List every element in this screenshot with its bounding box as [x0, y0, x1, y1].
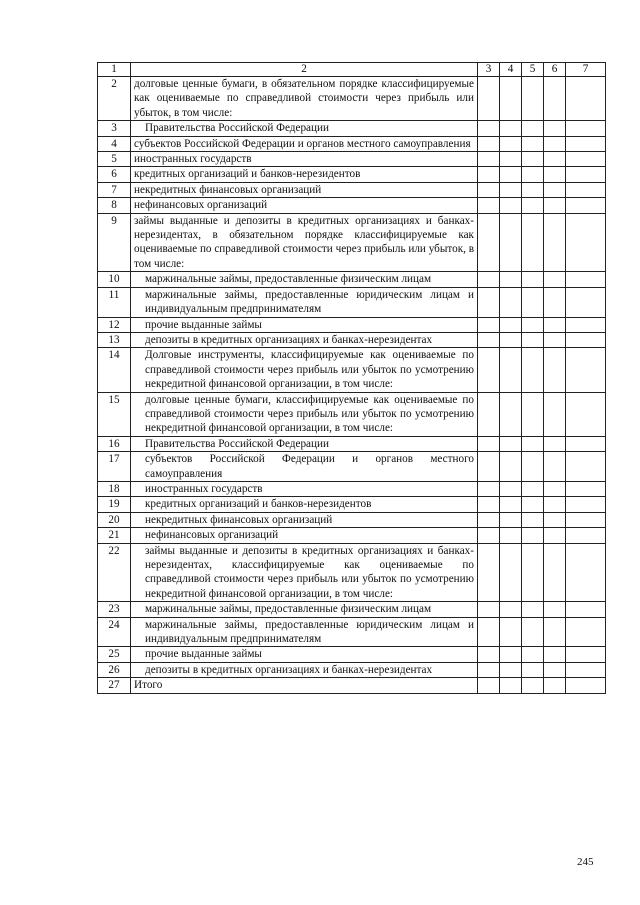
value-cell — [544, 662, 566, 677]
value-cell — [500, 617, 522, 647]
value-cell — [566, 182, 606, 197]
column-header: 5 — [522, 63, 544, 77]
table-row — [98, 198, 606, 213]
value-cell — [544, 617, 566, 647]
row-description: прочие выданные займы — [131, 317, 478, 332]
row-description: маржинальные займы, предоставленные юридическим лицам и индивидуальным предпринимателям — [131, 287, 478, 317]
value-cell — [566, 392, 606, 436]
value-cell — [522, 617, 544, 647]
value-cell — [522, 497, 544, 512]
value-cell — [522, 121, 544, 136]
table-row — [98, 617, 606, 647]
row-description: долговые ценные бумаги, классифицируемые как оцениваемые по справедливой стоимости через прибыль или убыток по усмотрению некредитной финансовой организации, в том числе: — [131, 392, 478, 436]
value-cell — [500, 543, 522, 602]
value-cell — [544, 167, 566, 182]
value-cell — [522, 481, 544, 496]
value-cell — [478, 678, 500, 693]
value-cell — [522, 678, 544, 693]
value-cell — [478, 452, 500, 482]
value-cell — [478, 121, 500, 136]
value-cell — [522, 317, 544, 332]
row-number: 2 — [98, 77, 131, 121]
value-cell — [522, 272, 544, 287]
row-description: Долговые инструменты, классифицируемые как оцениваемые по справедливой стоимости через прибыль или убыток по усмотрению некредитной финансовой организации, в том числе: — [131, 348, 478, 392]
row-number: 5 — [98, 152, 131, 167]
table-row — [98, 528, 606, 543]
value-cell — [522, 136, 544, 151]
value-cell — [544, 198, 566, 213]
value-cell — [500, 213, 522, 272]
row-number: 22 — [98, 543, 131, 602]
value-cell — [566, 136, 606, 151]
value-cell — [566, 121, 606, 136]
value-cell — [478, 436, 500, 451]
report-table — [97, 62, 606, 694]
value-cell — [500, 392, 522, 436]
value-cell — [500, 136, 522, 151]
value-cell — [522, 452, 544, 482]
row-number: 23 — [98, 602, 131, 617]
row-description: иностранных государств — [131, 152, 478, 167]
value-cell — [566, 317, 606, 332]
value-cell — [566, 272, 606, 287]
value-cell — [500, 497, 522, 512]
value-cell — [544, 348, 566, 392]
value-cell — [522, 348, 544, 392]
table-row — [98, 452, 606, 482]
value-cell — [500, 198, 522, 213]
value-cell — [500, 348, 522, 392]
value-cell — [500, 182, 522, 197]
row-number: 17 — [98, 452, 131, 482]
value-cell — [566, 602, 606, 617]
value-cell — [544, 272, 566, 287]
row-number: 13 — [98, 332, 131, 347]
value-cell — [544, 436, 566, 451]
value-cell — [522, 198, 544, 213]
table-row — [98, 678, 606, 693]
value-cell — [566, 452, 606, 482]
table-row — [98, 317, 606, 332]
value-cell — [500, 167, 522, 182]
table-row — [98, 182, 606, 197]
column-header: 7 — [566, 63, 606, 77]
value-cell — [478, 152, 500, 167]
row-description: некредитных финансовых организаций — [131, 182, 478, 197]
row-description: маржинальные займы, предоставленные физическим лицам — [131, 272, 478, 287]
column-header: 2 — [131, 63, 478, 77]
value-cell — [544, 77, 566, 121]
value-cell — [522, 662, 544, 677]
value-cell — [478, 317, 500, 332]
value-cell — [500, 647, 522, 662]
value-cell — [566, 497, 606, 512]
value-cell — [500, 452, 522, 482]
row-description: субъектов Российской Федерации и органов местного самоуправления — [131, 136, 478, 151]
value-cell — [500, 602, 522, 617]
value-cell — [478, 647, 500, 662]
value-cell — [478, 662, 500, 677]
table-header-row — [98, 63, 606, 77]
value-cell — [566, 543, 606, 602]
row-description: депозиты в кредитных организациях и банках-нерезидентах — [131, 662, 478, 677]
value-cell — [544, 647, 566, 662]
row-number: 24 — [98, 617, 131, 647]
value-cell — [500, 332, 522, 347]
value-cell — [500, 272, 522, 287]
value-cell — [566, 287, 606, 317]
row-number: 9 — [98, 213, 131, 272]
value-cell — [478, 136, 500, 151]
row-number: 12 — [98, 317, 131, 332]
value-cell — [544, 497, 566, 512]
column-header: 4 — [500, 63, 522, 77]
row-number: 3 — [98, 121, 131, 136]
table-row — [98, 136, 606, 151]
value-cell — [478, 213, 500, 272]
value-cell — [566, 512, 606, 527]
row-number: 15 — [98, 392, 131, 436]
value-cell — [566, 332, 606, 347]
value-cell — [478, 543, 500, 602]
row-description: прочие выданные займы — [131, 647, 478, 662]
row-number: 18 — [98, 481, 131, 496]
value-cell — [500, 317, 522, 332]
table-row — [98, 647, 606, 662]
row-description: кредитных организаций и банков-нерезидентов — [131, 497, 478, 512]
table-row — [98, 213, 606, 272]
column-header: 6 — [544, 63, 566, 77]
value-cell — [544, 152, 566, 167]
value-cell — [566, 617, 606, 647]
table-row — [98, 77, 606, 121]
row-description: Правительства Российской Федерации — [131, 436, 478, 451]
row-number: 19 — [98, 497, 131, 512]
row-description: займы выданные и депозиты в кредитных организациях и банках-нерезидентах, в обязательном порядке классифицируемые как оцениваемые по справедливой стоимости через прибыль или убыток, в том числе: — [131, 213, 478, 272]
value-cell — [478, 481, 500, 496]
row-number: 16 — [98, 436, 131, 451]
value-cell — [500, 528, 522, 543]
table-row — [98, 543, 606, 602]
value-cell — [544, 317, 566, 332]
value-cell — [522, 287, 544, 317]
row-description: маржинальные займы, предоставленные юридическим лицам и индивидуальным предпринимателям — [131, 617, 478, 647]
table-row — [98, 392, 606, 436]
row-description: депозиты в кредитных организациях и банках-нерезидентах — [131, 332, 478, 347]
row-number: 21 — [98, 528, 131, 543]
value-cell — [566, 678, 606, 693]
row-number: 14 — [98, 348, 131, 392]
column-header: 3 — [478, 63, 500, 77]
table-row — [98, 481, 606, 496]
value-cell — [500, 77, 522, 121]
row-number: 27 — [98, 678, 131, 693]
row-number: 11 — [98, 287, 131, 317]
value-cell — [478, 348, 500, 392]
row-number: 20 — [98, 512, 131, 527]
value-cell — [544, 121, 566, 136]
row-number: 10 — [98, 272, 131, 287]
value-cell — [522, 392, 544, 436]
row-description: нефинансовых организаций — [131, 198, 478, 213]
value-cell — [478, 272, 500, 287]
table-row — [98, 512, 606, 527]
value-cell — [500, 662, 522, 677]
table-row — [98, 121, 606, 136]
value-cell — [522, 602, 544, 617]
value-cell — [522, 543, 544, 602]
row-description: некредитных финансовых организаций — [131, 512, 478, 527]
column-header: 1 — [98, 63, 131, 77]
value-cell — [544, 452, 566, 482]
row-number: 4 — [98, 136, 131, 151]
value-cell — [500, 287, 522, 317]
value-cell — [500, 481, 522, 496]
table-row — [98, 167, 606, 182]
value-cell — [500, 512, 522, 527]
row-number: 7 — [98, 182, 131, 197]
row-description: Итого — [131, 678, 478, 693]
value-cell — [544, 528, 566, 543]
value-cell — [544, 481, 566, 496]
value-cell — [544, 392, 566, 436]
table-row — [98, 287, 606, 317]
table-row — [98, 332, 606, 347]
value-cell — [522, 182, 544, 197]
row-number: 26 — [98, 662, 131, 677]
value-cell — [478, 182, 500, 197]
row-description: субъектов Российской Федерации и органов местного самоуправления — [131, 452, 478, 482]
value-cell — [544, 287, 566, 317]
table-row — [98, 436, 606, 451]
row-description: маржинальные займы, предоставленные физическим лицам — [131, 602, 478, 617]
value-cell — [478, 198, 500, 213]
value-cell — [478, 167, 500, 182]
table-row — [98, 348, 606, 392]
value-cell — [566, 167, 606, 182]
table-row — [98, 152, 606, 167]
value-cell — [500, 152, 522, 167]
value-cell — [566, 77, 606, 121]
row-description: займы выданные и депозиты в кредитных организациях и банках-нерезидентах, классифицируемые как оцениваемые по справедливой стоимости через прибыль или убыток по усмотрению некредитной финансовой организации, в том числе: — [131, 543, 478, 602]
value-cell — [500, 121, 522, 136]
value-cell — [478, 528, 500, 543]
value-cell — [478, 512, 500, 527]
value-cell — [544, 678, 566, 693]
table-row — [98, 602, 606, 617]
table-row — [98, 662, 606, 677]
value-cell — [478, 332, 500, 347]
value-cell — [566, 348, 606, 392]
value-cell — [566, 198, 606, 213]
value-cell — [544, 213, 566, 272]
value-cell — [478, 77, 500, 121]
value-cell — [566, 647, 606, 662]
value-cell — [522, 332, 544, 347]
row-number: 25 — [98, 647, 131, 662]
value-cell — [522, 152, 544, 167]
value-cell — [522, 512, 544, 527]
value-cell — [500, 436, 522, 451]
value-cell — [544, 182, 566, 197]
value-cell — [566, 213, 606, 272]
row-description: кредитных организаций и банков-нерезидентов — [131, 167, 478, 182]
row-number: 6 — [98, 167, 131, 182]
row-number: 8 — [98, 198, 131, 213]
value-cell — [544, 512, 566, 527]
page-number: 245 — [577, 856, 594, 868]
value-cell — [478, 497, 500, 512]
value-cell — [544, 543, 566, 602]
value-cell — [544, 136, 566, 151]
value-cell — [522, 436, 544, 451]
value-cell — [522, 213, 544, 272]
value-cell — [566, 662, 606, 677]
table-row — [98, 497, 606, 512]
value-cell — [566, 528, 606, 543]
value-cell — [566, 436, 606, 451]
value-cell — [522, 528, 544, 543]
value-cell — [522, 77, 544, 121]
value-cell — [478, 602, 500, 617]
value-cell — [566, 481, 606, 496]
value-cell — [544, 332, 566, 347]
row-description: Правительства Российской Федерации — [131, 121, 478, 136]
row-description: иностранных государств — [131, 481, 478, 496]
value-cell — [478, 617, 500, 647]
row-description: долговые ценные бумаги, в обязательном порядке классифицируемые как оцениваемые по справедливой стоимости через прибыль или убыток, в том числе: — [131, 77, 478, 121]
row-description: нефинансовых организаций — [131, 528, 478, 543]
value-cell — [522, 167, 544, 182]
value-cell — [478, 287, 500, 317]
value-cell — [544, 602, 566, 617]
table-row — [98, 272, 606, 287]
value-cell — [522, 647, 544, 662]
value-cell — [500, 678, 522, 693]
value-cell — [566, 152, 606, 167]
value-cell — [478, 392, 500, 436]
